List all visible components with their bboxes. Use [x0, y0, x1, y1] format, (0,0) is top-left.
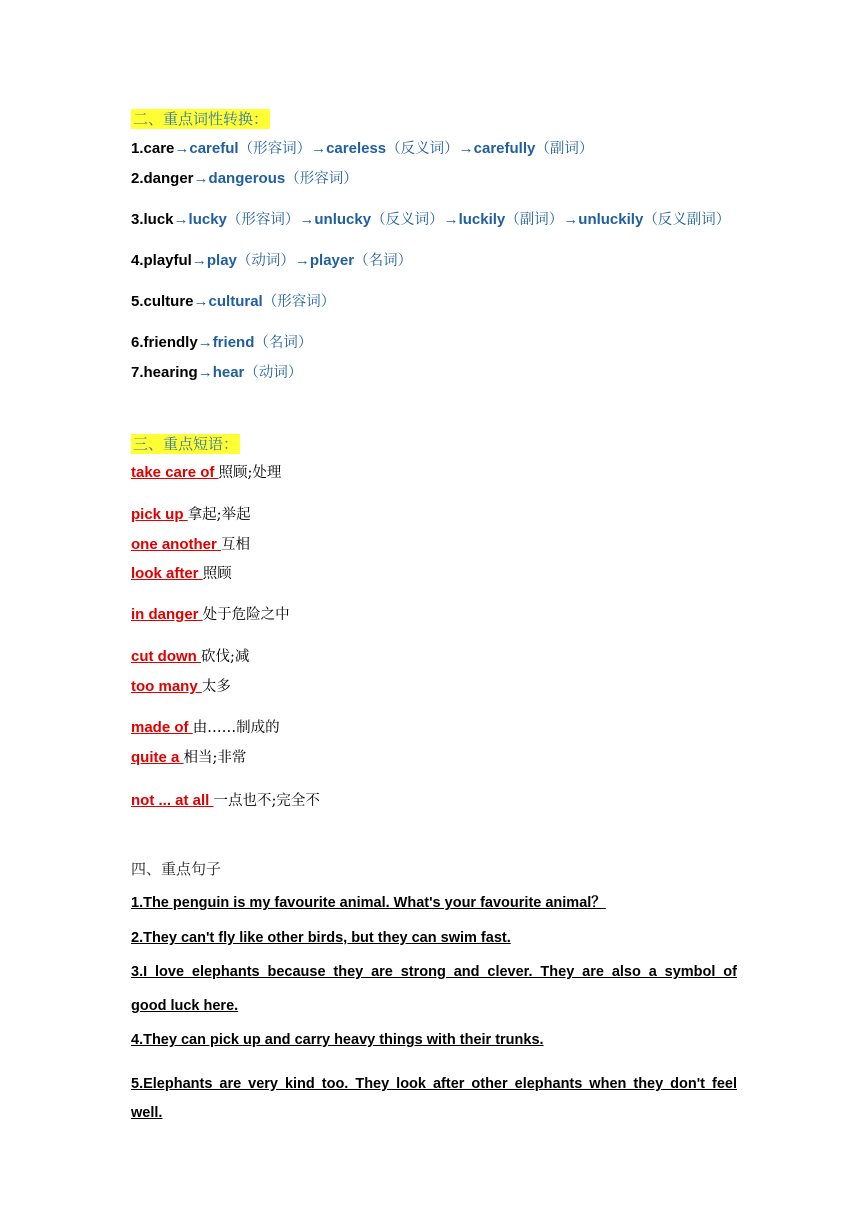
word-class-label: （形容词）: [285, 171, 358, 187]
word-class-label: （副词）: [505, 212, 564, 228]
phrase-meaning: 砍伐;减: [201, 649, 250, 665]
phrase-item: [131, 563, 232, 585]
word-class-label: （形容词）: [262, 294, 336, 310]
phrase-item: [131, 646, 249, 668]
word-class-label: （动词）: [236, 253, 295, 269]
derived-word: →luckily: [443, 211, 506, 228]
sentence-line: well.: [131, 1105, 163, 1121]
derived-word: →careless: [311, 140, 387, 157]
phrase-english: quite a: [131, 749, 184, 766]
conversion-item-2: [131, 168, 358, 190]
derived-word: →cultural: [193, 293, 263, 310]
derived-word: →hear: [197, 364, 245, 381]
phrase-item: [131, 676, 231, 698]
conversion-item-1: [131, 138, 593, 160]
word-class-label: （反义副词）: [643, 212, 731, 228]
word-class-label: （副词）: [535, 141, 594, 157]
derived-word: →dangerous: [193, 170, 286, 187]
phrase-meaning: 由……制成的: [192, 720, 280, 736]
phrase-english: made of: [131, 719, 193, 736]
phrase-english: cut down: [131, 648, 201, 665]
base-word: 5.culture: [131, 293, 194, 310]
phrase-item: [131, 717, 280, 739]
phrase-meaning: 相当;非常: [183, 750, 247, 766]
derived-word: →carefully: [458, 140, 536, 157]
conversion-item-4: [131, 250, 412, 272]
phrase-item: [131, 534, 250, 556]
sentence-line: 2.They can't fly like other birds, but they can swim fast.: [131, 930, 511, 946]
word-class-label: （形容词）: [238, 141, 312, 157]
phrase-item: [131, 604, 290, 626]
phrase-meaning: 一点也不;完全不: [213, 793, 320, 809]
base-word: 6.friendly: [131, 334, 198, 351]
phrase-item: [131, 790, 320, 812]
sentence-line: good luck here.: [131, 998, 239, 1014]
phrase-meaning: 处于危险之中: [202, 607, 290, 623]
derived-word: →unlucky: [299, 211, 372, 228]
phrase-english: take care of: [131, 464, 219, 481]
phrase-english: pick up: [131, 506, 188, 523]
phrase-english: too many: [131, 678, 202, 695]
word-class-label: （名词）: [354, 253, 413, 269]
base-word: 1.care: [131, 140, 175, 157]
word-class-label: （反义词）: [371, 212, 444, 228]
sentence-line: 3.I love elephants because they are strong and clever. They are also a symbol of: [131, 964, 737, 980]
phrase-item: [131, 462, 281, 484]
word-class-label: （动词）: [244, 365, 303, 381]
sentence-line: 4.They can pick up and carry heavy things with their trunks.: [131, 1032, 544, 1048]
phrase-english: one another: [131, 536, 222, 553]
base-word: 3.luck: [131, 211, 174, 228]
derived-word: →friend: [197, 334, 255, 351]
word-class-label: （名词）: [254, 335, 313, 351]
sentence-line: 1.The penguin is my favourite animal. What's your favourite animal？: [131, 895, 606, 911]
section-heading-phrases: 三、重点短语：: [133, 435, 239, 453]
phrase-meaning: 照顾;处理: [218, 465, 282, 481]
word-class-label: （形容词）: [226, 212, 300, 228]
derived-word: →careful: [174, 140, 239, 157]
phrase-item: [131, 504, 251, 526]
phrase-item: [131, 747, 246, 769]
base-word: 2.danger: [131, 170, 194, 187]
derived-word: →player: [294, 252, 355, 269]
section-heading-sentences: 四、重点句子: [131, 860, 222, 878]
sentence-line: 5.Elephants are very kind too. They look after other elephants when they don't feel: [131, 1076, 737, 1092]
phrase-meaning: 照顾: [202, 566, 232, 582]
phrase-english: not ... at all: [131, 792, 214, 809]
conversion-item-7: [131, 362, 302, 384]
phrase-meaning: 拿起;举起: [187, 507, 251, 523]
phrase-meaning: 太多: [201, 679, 231, 695]
derived-word: →unluckily: [563, 211, 644, 228]
word-class-label: （反义词）: [386, 141, 459, 157]
phrase-english: in danger: [131, 606, 203, 623]
conversion-item-3: [131, 209, 730, 231]
phrase-meaning: 互相: [221, 537, 251, 553]
conversion-item-5: [131, 291, 335, 313]
base-word: 7.hearing: [131, 364, 198, 381]
section-heading-conversion: 二、重点词性转换：: [133, 110, 269, 128]
base-word: 4.playful: [131, 252, 192, 269]
derived-word: →lucky: [173, 211, 227, 228]
conversion-item-6: [131, 332, 312, 354]
derived-word: →play: [191, 252, 237, 269]
phrase-english: look after: [131, 565, 203, 582]
